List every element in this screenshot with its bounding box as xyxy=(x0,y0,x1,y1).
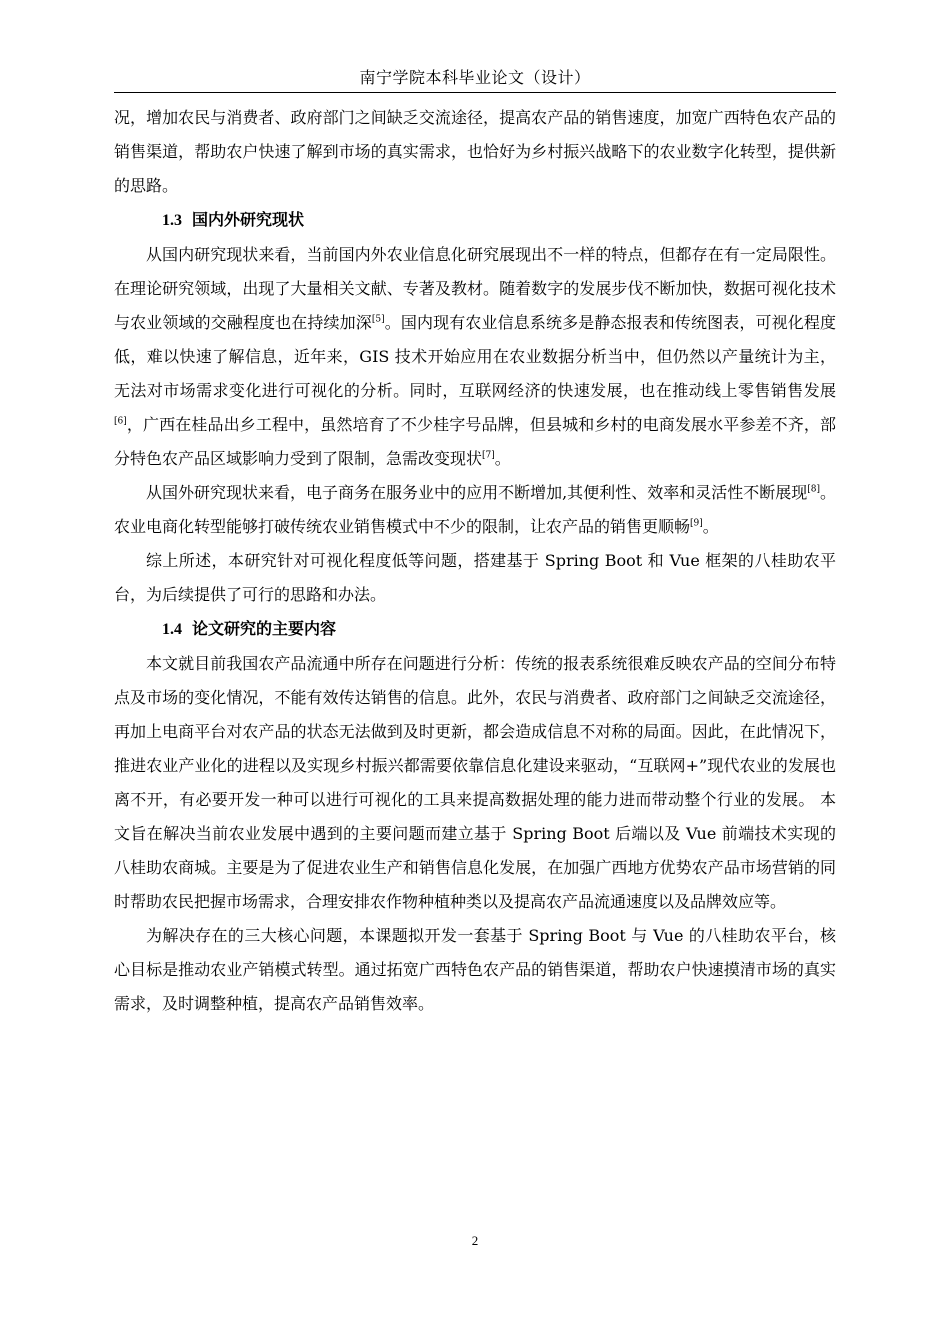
header-divider xyxy=(114,92,836,93)
paragraph-summary: 综上所述，本研究针对可视化程度低等问题，搭建基于 Spring Boot 和 Vue 框架的八桂助农平台，为后续提供了可行的思路和办法。 xyxy=(114,551,836,604)
page-header-title: 南宁学院本科毕业论文（设计） xyxy=(359,68,591,87)
citation-reference: [8] xyxy=(807,484,820,495)
paragraph-foreign-research: 从国外研究现状来看，电子商务在服务业中的应用不断增加,其便利性、效率和灵活性不断展现[8]。农业电商化转型能够打破传统农业销售模式中不少的限制，让农产品的销售更顺畅[9]。 xyxy=(114,483,836,536)
paragraph-main-content: 本文就目前我国农产品流通中所存在问题进行分析：传统的报表系统很难反映农产品的空间分布特点及市场的变化情况，不能有效传达销售的信息。此外，农民与消费者、政府部门之间缺乏交流途径，再加上电商平台对农产品的状态无法做到及时更新，都会造成信息不对称的局面。因此，在此情况下，推进农业产业化的进程以及实现乡村振兴都需要依靠信息化建设来驱动，“互联网+”现代农业的发展也离不开，有必要开发一种可以进行可视化的工具来提高数据处理的能力进而带动整个行业的发展。 本文旨在解决当前农业发展中遇到的主要问题而建立基于 Spring Boot 后端以及 Vue 前端技术实现的八桂助农商城。主要是为了促进农业生产和销售信息化发展，在加强广西地方优势农产品市场营销的同时帮助农民把握市场需求，合理安排农作物种植种类以及提高农产品流通速度以及品牌效应等。 xyxy=(114,654,836,911)
section-number: 1.4 xyxy=(162,621,182,638)
section-title: 论文研究的主要内容 xyxy=(192,619,337,638)
section-number: 1.3 xyxy=(162,212,182,229)
page-number: 2 xyxy=(471,1233,479,1248)
section-heading-1-4 xyxy=(114,612,836,647)
citation-reference: [5] xyxy=(371,314,385,325)
citation-reference: [7] xyxy=(482,450,495,461)
citation-reference: [9] xyxy=(690,518,703,529)
paragraph-continued: 况，增加农民与消费者、政府部门之间缺乏交流途径，提高农产品的销售速度，加宽广西特色农产品的销售渠道，帮助农户快速了解到市场的真实需求，也恰好为乡村振兴战略下的农业数字化转型，提供新的思路。 xyxy=(114,108,836,195)
paragraph-domestic-research: 从国内研究现状来看，当前国内外农业信息化研究展现出不一样的特点，但都存在有一定局限性。在理论研究领域，出现了大量相关文献、专著及教材。随着数字的发展步伐不断加快，数据可视化技术与农业领域的交融程度也在持续加深[5]。国内现有农业信息系统多是静态报表和传统图表，可视化程度低，难以快速了解信息，近年来，GIS 技术开始应用在农业数据分析当中，但仍然以产量统计为主，无法对市场需求变化进行可视化的分析。同时，互联网经济的快速发展，也在推动线上零售销售发展[6]，广西在桂品出乡工程中，虽然培育了不少桂字号品牌，但县城和乡村的电商发展水平参差不齐，部分特色农产品区域影响力受到了限制，急需改变现状[7]。 xyxy=(114,245,836,468)
page-body xyxy=(114,101,836,1021)
section-heading-1-3 xyxy=(114,203,836,238)
citation-reference: [6] xyxy=(114,416,127,427)
paragraph-core-goal: 为解决存在的三大核心问题，本课题拟开发一套基于 Spring Boot 与 Vue 的八桂助农平台，核心目标是推动农业产销模式转型。通过拓宽广西特色农产品的销售渠道，帮助农户快速摸清市场的真实需求，及时调整种植，提高农产品销售效率。 xyxy=(114,926,836,1013)
section-title: 国内外研究现状 xyxy=(192,210,305,229)
